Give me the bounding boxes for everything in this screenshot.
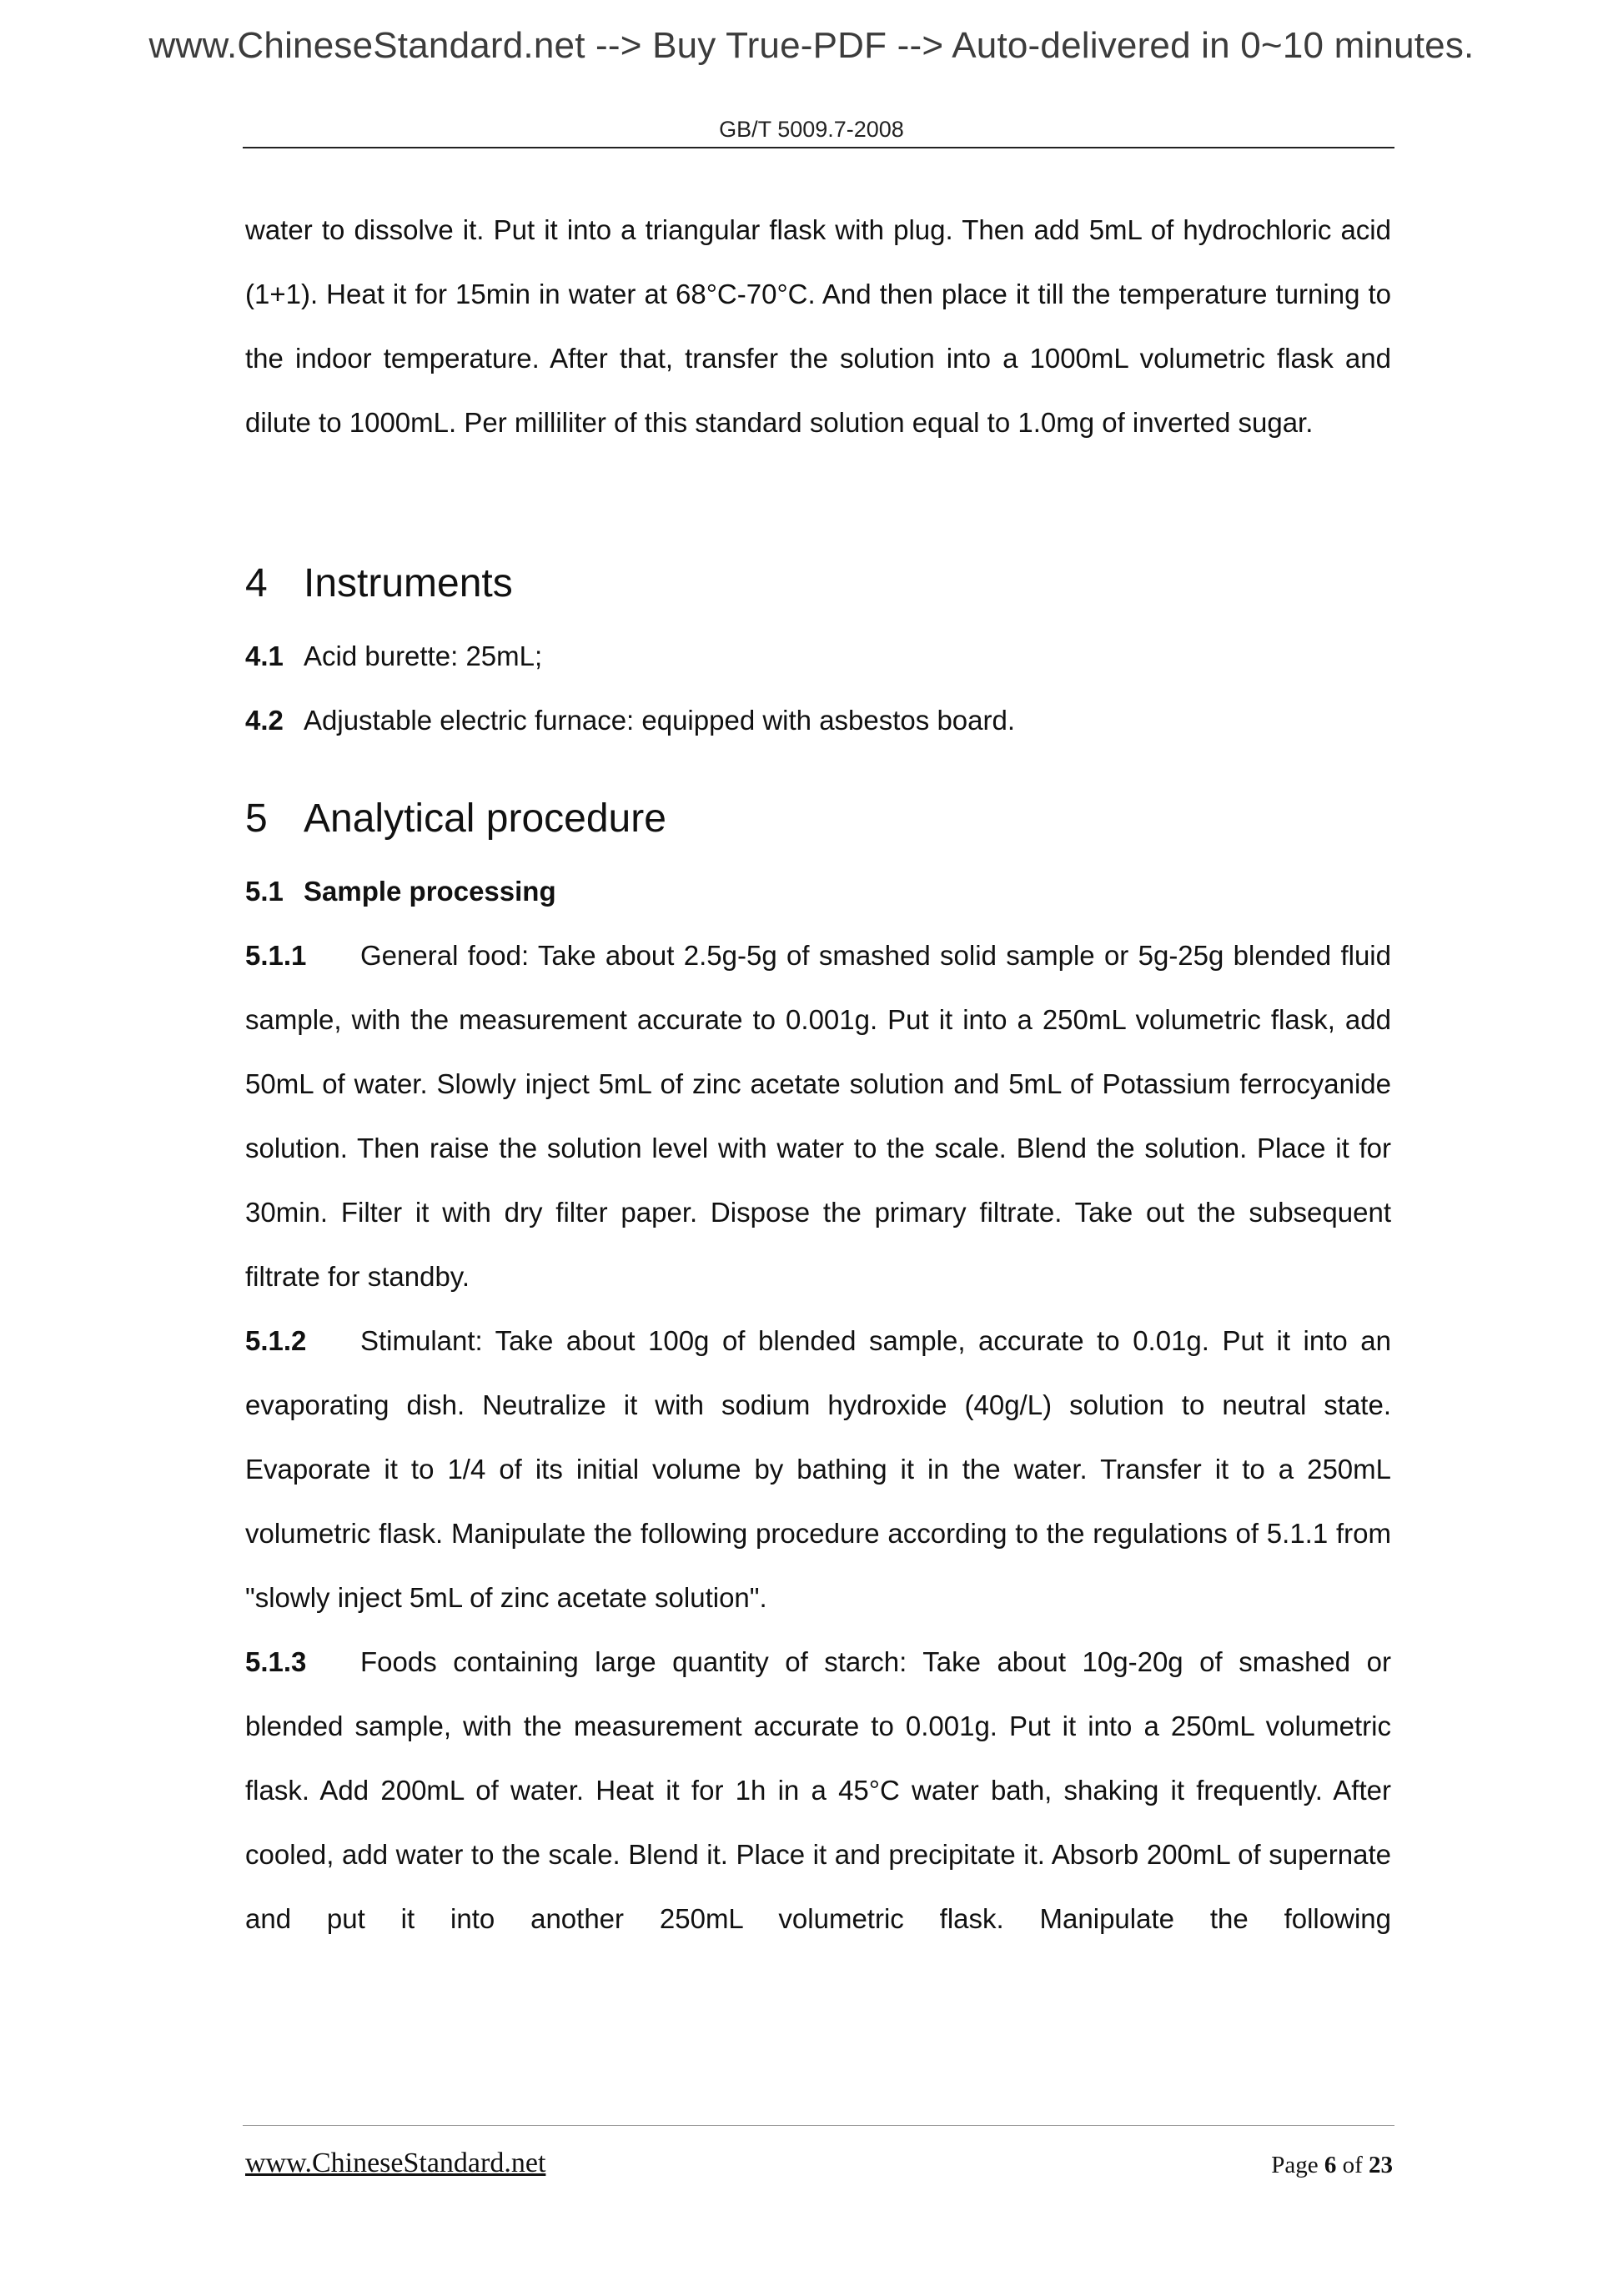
standard-code: GB/T 5009.7-2008 xyxy=(719,117,904,142)
item-4-2: 4.2 Adjustable electric furnace: equipped with asbestos board. xyxy=(245,705,1016,736)
header-rule xyxy=(243,147,1394,148)
section-4-heading xyxy=(245,554,1391,614)
intro-paragraph: water to dissolve it. Put it into a triangular flask with plug. Then add 5mL of hydrochloric acid (1+1). Heat it for 15min in water at 68°C-70°C. And then place it till the temperature turning to the indoor temperature. After that, transfer the solution into a 1000mL volumetric flask and dilute to 1000mL. Per milliliter of this standard solution equal to 1.0mg of inverted sugar. xyxy=(245,214,1391,438)
top-banner: www.ChineseStandard.net --> Buy True-PDF --> Auto-delivered in 0~10 minutes. xyxy=(148,25,1475,66)
clause-5-1-2: 5.1.2 Stimulant: Take about 100g of blended sample, accurate to 0.01g. Put it into an evaporating dish. Neutralize it with sodium hydroxide (40g/L) solution to neutral state. Evaporate it to 1/4 of its initial volume by bathing it in the water. Transfer it to a 250mL volumetric flask. Manipulate the following procedure according to the regulations of 5.1.1 from "slowly inject 5mL of zinc acetate solution". xyxy=(245,1325,1391,1613)
section-5-heading xyxy=(245,789,1391,849)
clause-5-1-3: 5.1.3 Foods containing large quantity of starch: Take about 10g-20g of smashed or blended sample, with the measurement accurate to 0.001g. Put it into a 250mL volumetric flask. Add 200mL of water. Heat it for 1h in a 45°C water bath, shaking it frequently. After cooled, add water to the scale. Blend it. Place it and precipitate it. Absorb 200mL of supernate and put it into another 250mL volumetric flask. Manipulate the following xyxy=(245,1646,1391,1934)
page-body xyxy=(245,198,1391,1951)
section-4-title: Instruments xyxy=(304,561,513,605)
footer-page-number: Page 6 of 23 xyxy=(1271,2152,1393,2178)
section-4-number: 4 xyxy=(245,561,268,605)
section-5-number: 5 xyxy=(245,796,268,841)
clause-5-1-1: 5.1.1 General food: Take about 2.5g-5g of smashed solid sample or 5g-25g blended fluid sample, with the measurement accurate to 0.001g. Put it into a 250mL volumetric flask, add 50mL of water. Slowly inject 5mL of zinc acetate solution and 5mL of Potassium ferrocyanide solution. Then raise the solution level with water to the scale. Blend the solution. Place it for 30min. Filter it with dry filter paper. Dispose the primary filtrate. Take out the subsequent filtrate for standby. xyxy=(245,940,1391,1292)
footer-website-link[interactable]: www.ChineseStandard.net xyxy=(245,2148,546,2178)
current-page: 6 xyxy=(1324,2152,1337,2178)
footer-rule xyxy=(243,2125,1394,2126)
subsection-5-1-heading: 5.1 Sample processing xyxy=(245,876,556,907)
item-4-1: 4.1 Acid burette: 25mL; xyxy=(245,641,543,671)
total-pages: 23 xyxy=(1369,2152,1393,2178)
section-5-title: Analytical procedure xyxy=(304,796,666,841)
